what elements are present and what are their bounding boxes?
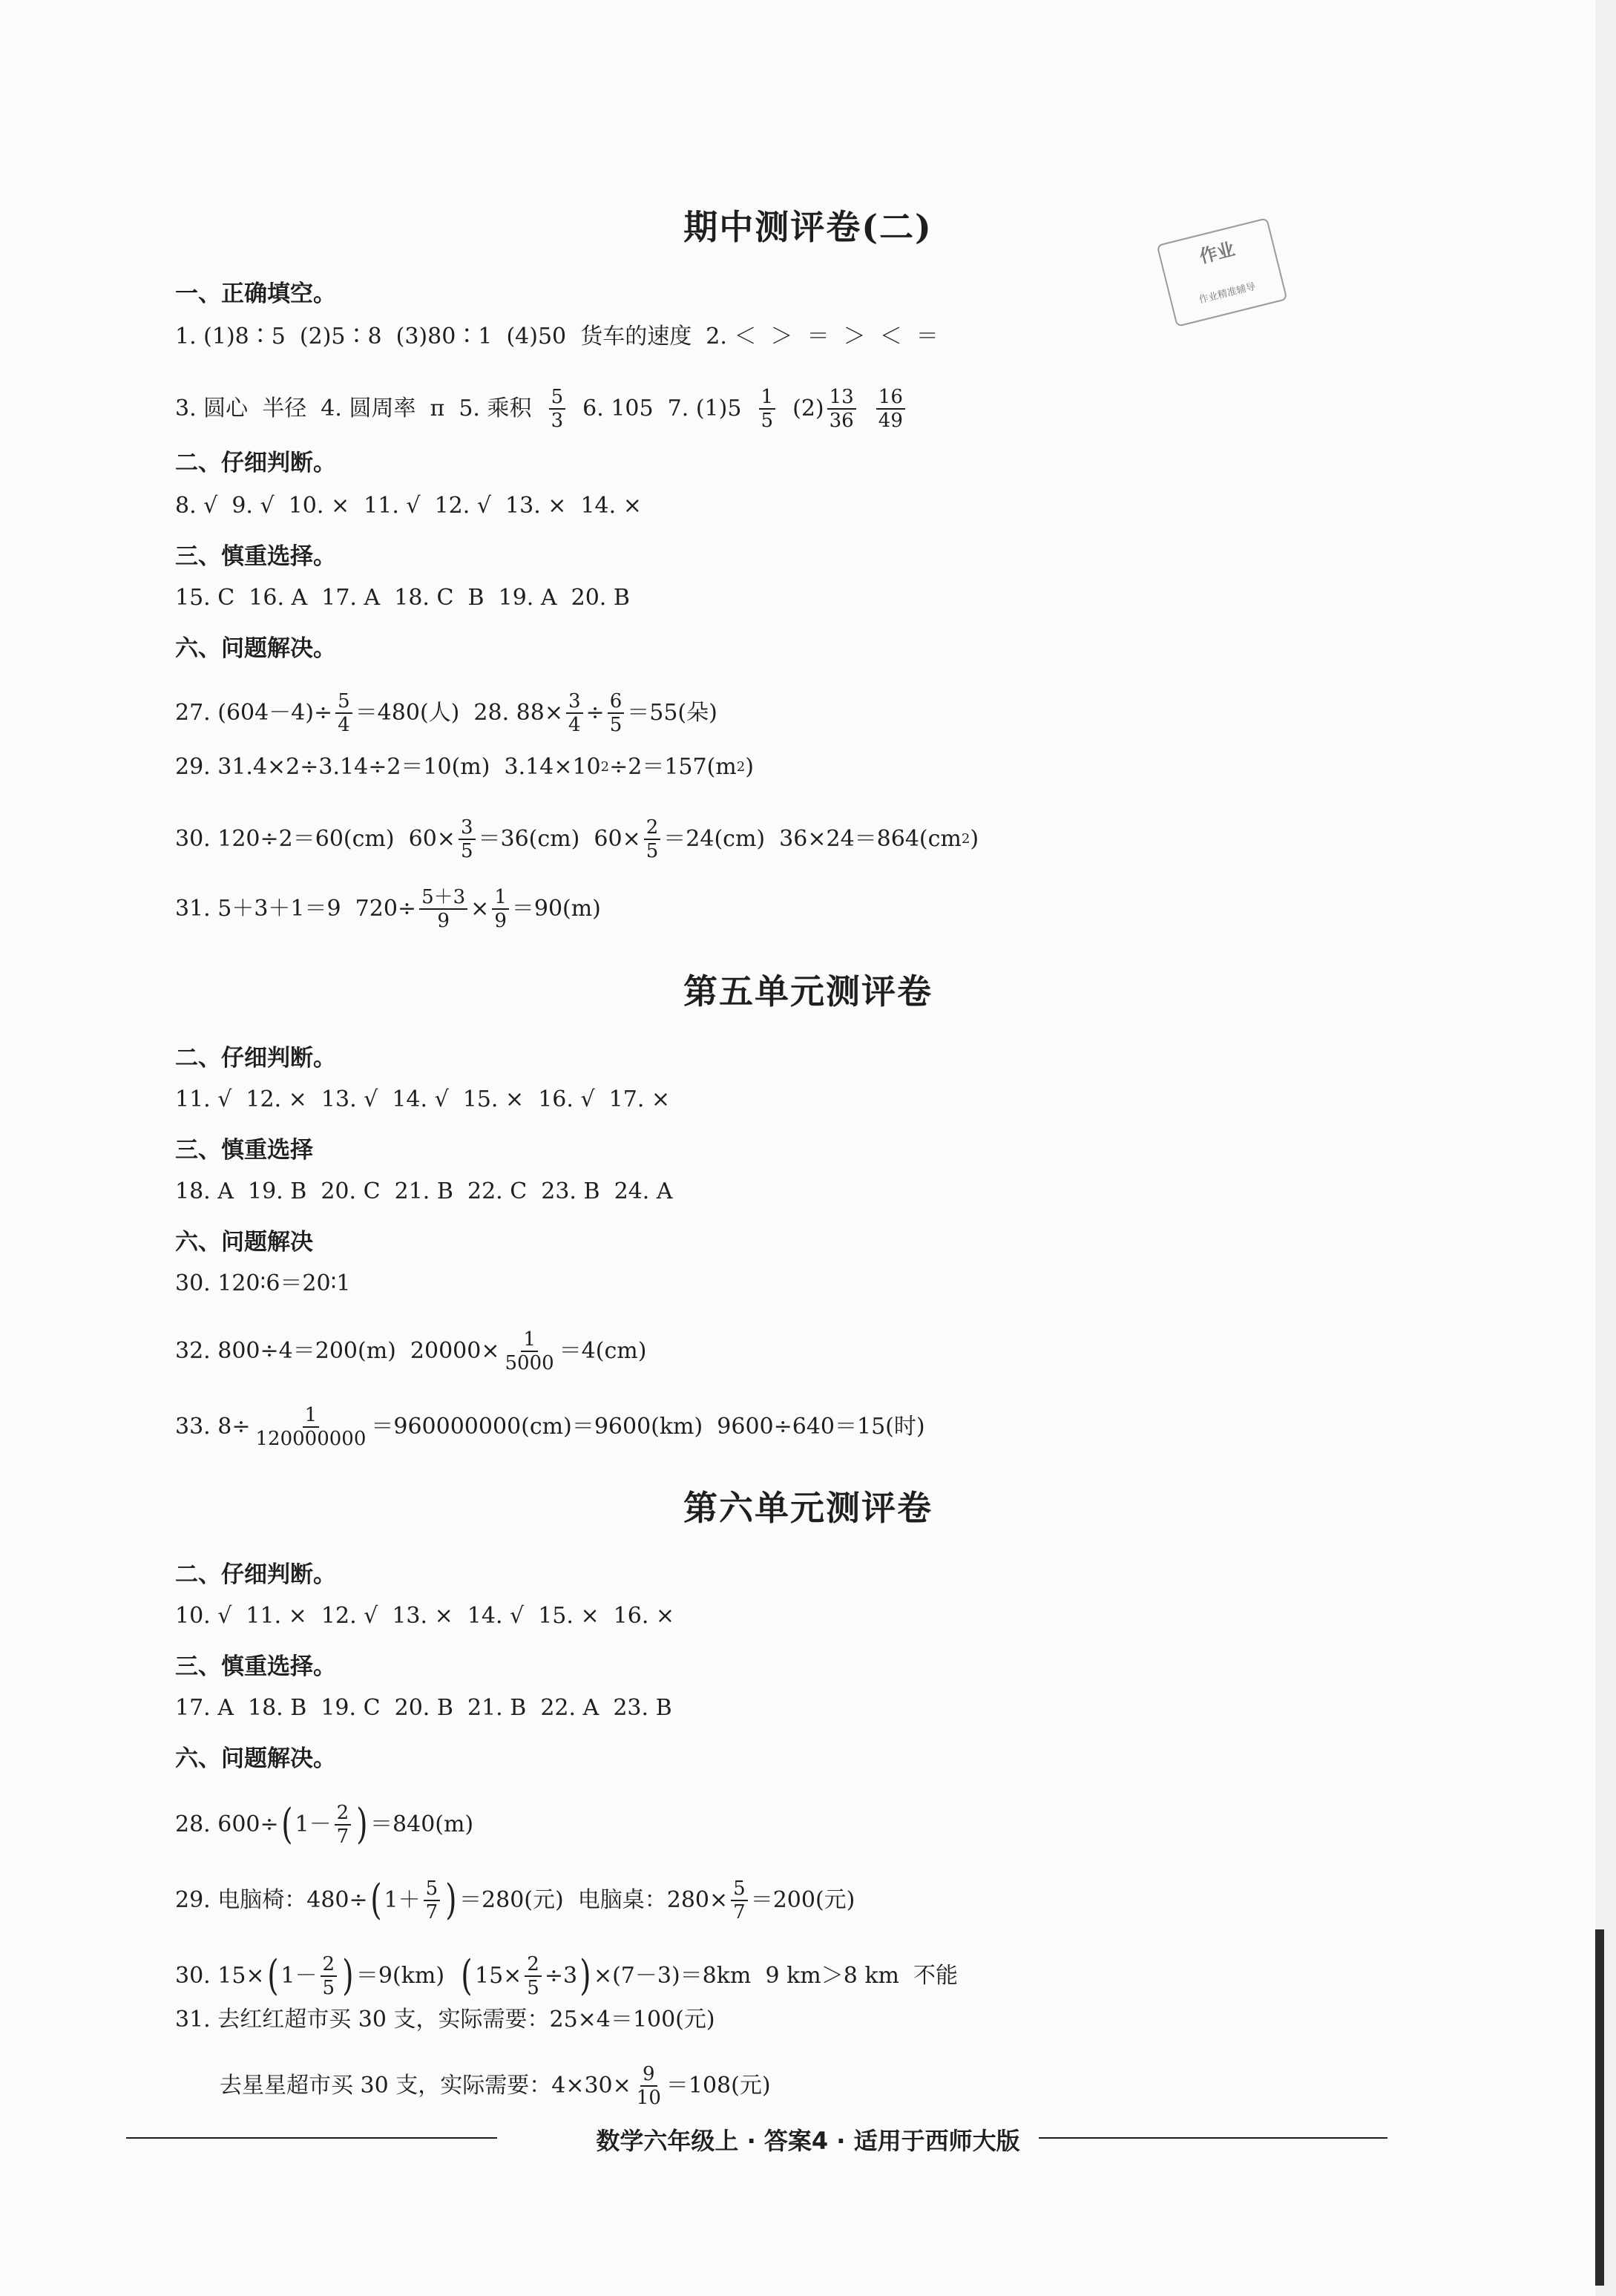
fraction: $\frac{5}{7}$ [731, 1877, 748, 1923]
answer-line: 17. A 18. B 19. C 20. B 21. B 22. A 23. B [175, 1695, 672, 1721]
answer-line: 27. (604－4)÷ $\frac{5}{4}$ ＝480(人) 28. 88× $\frac{3}{4}$ ÷ $\frac{6}{5}$ ＝55(朵) [175, 690, 717, 736]
fraction: $\frac{6}{5}$ [608, 690, 625, 736]
scan-shadow [1595, 1929, 1604, 2286]
answer-line: 29. 31.4×2÷3.14÷2＝10(m) 3.14×10 2 ÷2＝157(m 2 ) [175, 754, 754, 780]
footer-text: 数学六年级上 · 答案4 · 适用于西师大版 [0, 2122, 1616, 2156]
fraction: $\frac{2}{5}$ [525, 1953, 542, 1999]
fraction: $\frac{3}{5}$ [459, 816, 476, 862]
fraction: $\frac{2}{5}$ [321, 1953, 338, 1999]
fraction: $\frac{1}{120000000}$ [255, 1404, 367, 1450]
section-title-unit6: 第六单元测评卷 [683, 1488, 933, 1528]
fraction: $\frac{2}{5}$ [644, 816, 661, 862]
answer-line: 31. 去红红超市买 30 支，实际需要：25×4＝100(元) [175, 2007, 715, 2033]
section-heading: 六、问题解决。 [175, 1745, 336, 1772]
section-heading: 六、问题解决 [175, 1229, 313, 1256]
stamp-line-2: 作业精准辅导 [1198, 281, 1257, 306]
section-heading: 三、慎重选择。 [175, 1653, 336, 1680]
fraction: $\frac{16}{49}$ [876, 386, 905, 432]
fraction: $\frac{5}{7}$ [424, 1877, 441, 1923]
answer-line: 32. 800÷4＝200(m) 20000× $\frac{1}{5000}$ ＝4(cm) [175, 1328, 647, 1374]
section-heading: 一、正确填空。 [175, 281, 336, 307]
answer-line: 15. C 16. A 17. A 18. C B 19. A 20. B [175, 585, 630, 611]
section-title-unit5: 第五单元测评卷 [683, 971, 933, 1011]
section-heading: 二、仔细判断。 [175, 450, 336, 476]
fraction: $\frac{2}{7}$ [335, 1802, 352, 1848]
fraction: $\frac{5}{3}$ [549, 386, 566, 432]
fraction: $\frac{1}{9}$ [492, 886, 509, 932]
answer-line: 11. √ 12. × 13. √ 14. √ 15. × 16. √ 17. × [175, 1086, 671, 1112]
fraction: $\frac{1}{5}$ [759, 386, 776, 432]
answer-line: 29. 电脑椅：480÷ ( 1＋ $\frac{5}{7}$ ) ＝280(元) 电脑桌：280× $\frac{5}{7}$ ＝200(元) [175, 1876, 855, 1924]
fraction: $\frac{13}{36}$ [827, 386, 856, 432]
fraction: $\frac{3}{4}$ [566, 690, 583, 736]
section-heading: 二、仔细判断。 [175, 1045, 336, 1072]
section-title-midterm: 期中测评卷(二) [683, 207, 933, 247]
section-heading: 六、问题解决。 [175, 635, 336, 662]
section-heading: 二、仔细判断。 [175, 1561, 336, 1588]
answer-line: 31. 5＋3＋1＝9 720÷ $\frac{5+3}{9}$ × $\frac{1}{9}$ ＝90(m) [175, 886, 601, 932]
answer-line: 1. (1)8∶5 (2)5∶8 (3)80∶1 (4)50 货车的速度 2. ＜ ＞ ＝ ＞ ＜ ＝ [175, 324, 939, 350]
answer-line: 去星星超市买 30 支，实际需要：4×30× $\frac{9}{10}$ ＝108(元) [220, 2063, 771, 2109]
answer-line: 8. √ 9. √ 10. × 11. √ 12. √ 13. × 14. × [175, 493, 642, 519]
answer-line: 30. 120÷2＝60(cm) 60× $\frac{3}{5}$ ＝36(cm) 60× $\frac{2}{5}$ ＝24(cm) 36×24＝864(cm 2 ) [175, 816, 979, 862]
fraction: $\frac{5+3}{9}$ [419, 886, 467, 932]
section-heading: 三、慎重选择。 [175, 543, 336, 570]
answer-line: 28. 600÷ ( 1－ $\frac{2}{7}$ ) ＝840(m) [175, 1800, 474, 1849]
answer-line: 30. 15× ( 1－ $\frac{2}{5}$ ) ＝9(km) ( 15× $\frac{2}{5}$ ÷3 ) ×(7－3)＝8km 9 km＞8 km 不能 [175, 1952, 959, 2000]
page-footer [0, 2122, 1616, 2155]
fraction: $\frac{1}{5000}$ [505, 1328, 554, 1374]
section-heading: 三、慎重选择 [175, 1137, 313, 1164]
fraction: $\frac{5}{4}$ [335, 690, 352, 736]
answer-line: 18. A 19. B 20. C 21. B 22. C 23. B 24. A [175, 1178, 673, 1204]
answer-line: 30. 120∶6＝20∶1 [175, 1270, 351, 1296]
answer-line: 33. 8÷ $\frac{1}{120000000}$ ＝960000000(cm)＝9600(km) 9600÷640＝15(时) [175, 1404, 925, 1450]
stamp-line-1: 作业 [1197, 238, 1238, 268]
answer-line: 3. 圆心 半径 4. 圆周率 π 5. 乘积 $\frac{5}{3}$ 6. 105 7. (1)5 $\frac{1}{5}$ (2) $\frac{13}{36}$ $\frac{16}{49}$ [175, 386, 908, 432]
answer-line: 10. √ 11. × 12. √ 13. × 14. √ 15. × 16. × [175, 1603, 675, 1629]
fraction: $\frac{9}{10}$ [636, 2063, 661, 2109]
